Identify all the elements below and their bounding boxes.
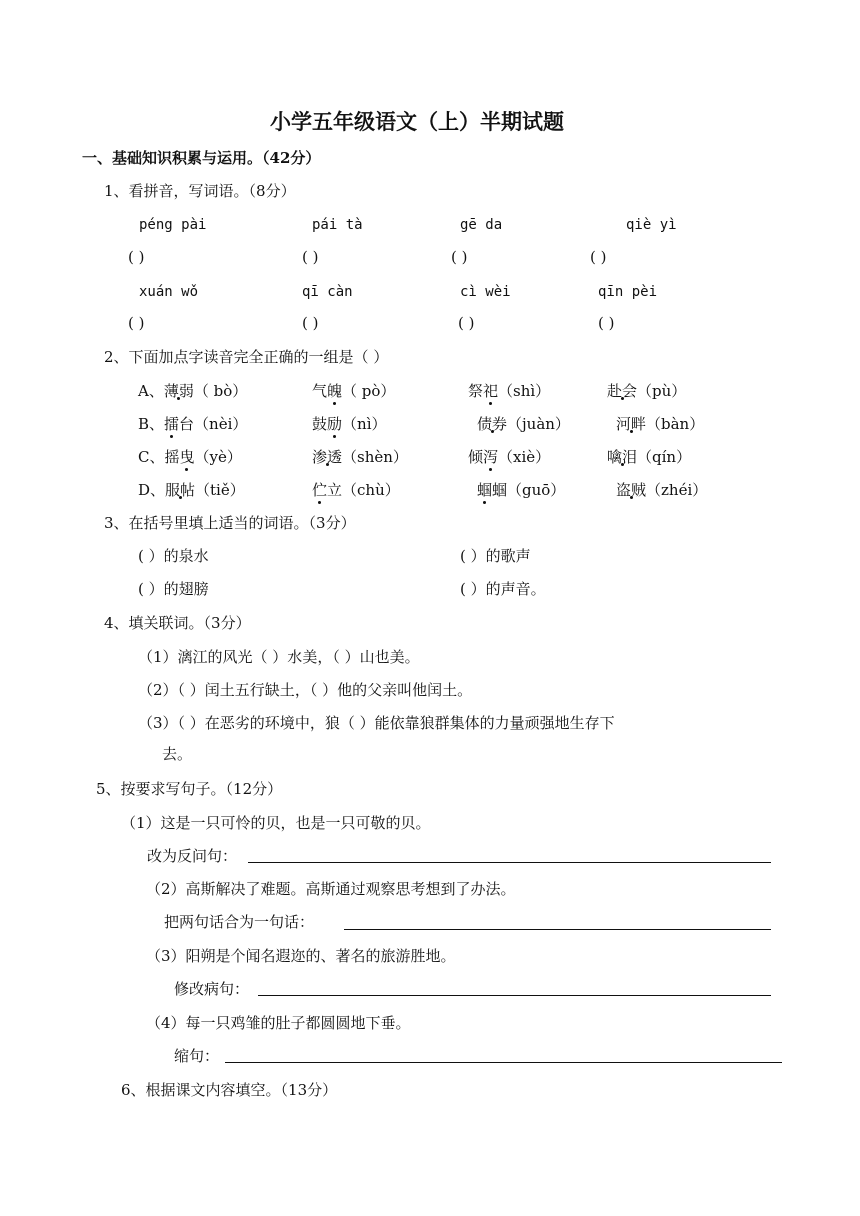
- pinyin: pái tà: [312, 217, 363, 233]
- option-item: 赴会（pù）: [607, 382, 687, 400]
- answer-bracket[interactable]: ( ): [590, 248, 607, 266]
- option-item[interactable]: B、擂台（nèi）: [138, 415, 248, 433]
- sentence: （1）这是一只可怜的贝，也是一只可敬的贝。: [121, 814, 431, 832]
- fill-item[interactable]: （1）漓江的风光（ ）水美，（ ）山也美。: [138, 648, 420, 666]
- pinyin: gē da: [460, 217, 503, 233]
- pinyin: qiè yì: [626, 217, 677, 233]
- page-title: 小学五年级语文（上）半期试题: [270, 109, 564, 134]
- answer-line[interactable]: [258, 995, 771, 996]
- pinyin: qīn pèi: [598, 284, 658, 300]
- emphasis-dot-char: 励: [327, 415, 343, 433]
- answer-bracket[interactable]: ( ): [451, 248, 468, 266]
- fill-item-continuation: 去。: [162, 745, 193, 763]
- emphasis-dot-char: 擂: [164, 415, 180, 433]
- pinyin: cì wèi: [460, 284, 511, 300]
- emphasis-dot-char: 魄: [327, 382, 343, 400]
- answer-bracket[interactable]: ( ): [302, 314, 319, 332]
- sentence: （4）每一只鸡雏的肚子都圆圆地下垂。: [146, 1014, 411, 1032]
- emphasis-dot-char: 蝈: [477, 481, 493, 499]
- fill-item[interactable]: ( ）的歌声: [460, 547, 531, 565]
- option-item: 渗透（shèn）: [312, 448, 408, 466]
- answer-line[interactable]: [344, 929, 771, 930]
- answer-bracket[interactable]: ( ): [128, 314, 145, 332]
- answer-bracket[interactable]: ( ): [128, 248, 145, 266]
- fill-item[interactable]: ( ）的泉水: [138, 547, 209, 565]
- prompt-label: 修改病句：: [174, 980, 250, 998]
- answer-bracket[interactable]: ( ): [302, 248, 319, 266]
- emphasis-dot-char: 曳: [179, 448, 195, 466]
- option-item: 噙泪（qín）: [607, 448, 692, 466]
- question-6-label: 6、根据课文内容填空。（13分）: [121, 1081, 338, 1099]
- question-3-label: 3、在括号里填上适当的词语。（3分）: [104, 514, 356, 532]
- sentence: （2）高斯解决了难题。高斯通过观察思考想到了办法。: [146, 880, 516, 898]
- pinyin: xuán wǒ: [139, 284, 199, 300]
- prompt-label: 改为反问句：: [147, 847, 238, 865]
- option-item: 债券（juàn）: [477, 415, 570, 433]
- emphasis-dot-char: 泻: [483, 448, 499, 466]
- pinyin: qī càn: [302, 284, 353, 300]
- option-item: 鼓励（nì）: [312, 415, 387, 433]
- fill-item[interactable]: （3）（ ）在恶劣的环境中，狼（ ）能依靠狼群集体的力量顽强地生存下: [138, 714, 615, 732]
- question-5-label: 5、按要求写句子。（12分）: [96, 780, 283, 798]
- answer-bracket[interactable]: ( ): [458, 314, 475, 332]
- section-heading: 一、基础知识积累与运用。（42分）: [82, 149, 321, 167]
- option-item[interactable]: A、薄弱（ bò）: [138, 382, 248, 400]
- fill-item[interactable]: ( ）的翅膀: [138, 580, 209, 598]
- emphasis-dot-char: 伫: [312, 481, 328, 499]
- question-4-label: 4、填关联词。（3分）: [104, 614, 251, 632]
- option-item: 蝈蝈（guō）: [477, 481, 566, 499]
- option-item[interactable]: D、服帖（tiě）: [138, 481, 245, 499]
- option-item: 河畔（bàn）: [616, 415, 705, 433]
- question-2-label: 2、下面加点字读音完全正确的一组是（ ）: [104, 348, 389, 366]
- option-item: 伫立（chù）: [312, 481, 400, 499]
- answer-bracket[interactable]: ( ): [598, 314, 615, 332]
- answer-line[interactable]: [248, 862, 771, 863]
- pinyin: péng pài: [139, 217, 207, 233]
- option-item: 气魄（ pò）: [312, 382, 396, 400]
- fill-item[interactable]: ( ）的声音。: [460, 580, 546, 598]
- sentence: （3）阳朔是个闻名遐迩的、著名的旅游胜地。: [146, 947, 456, 965]
- prompt-label: 缩句：: [174, 1047, 220, 1065]
- prompt-label: 把两句话合为一句话：: [164, 913, 315, 931]
- option-item: 祭祀（shì）: [468, 382, 551, 400]
- option-item[interactable]: C、摇曳（yè）: [138, 448, 242, 466]
- question-1-label: 1、看拼音，写词语。（8分）: [104, 182, 296, 200]
- option-item: 盗贼（zhéi）: [616, 481, 708, 499]
- fill-item[interactable]: （2）（ ）闰土五行缺土，（ ）他的父亲叫他闰土。: [138, 681, 473, 699]
- answer-line[interactable]: [225, 1062, 782, 1063]
- option-item: 倾泻（xiè）: [468, 448, 551, 466]
- emphasis-dot-char: 祀: [483, 382, 499, 400]
